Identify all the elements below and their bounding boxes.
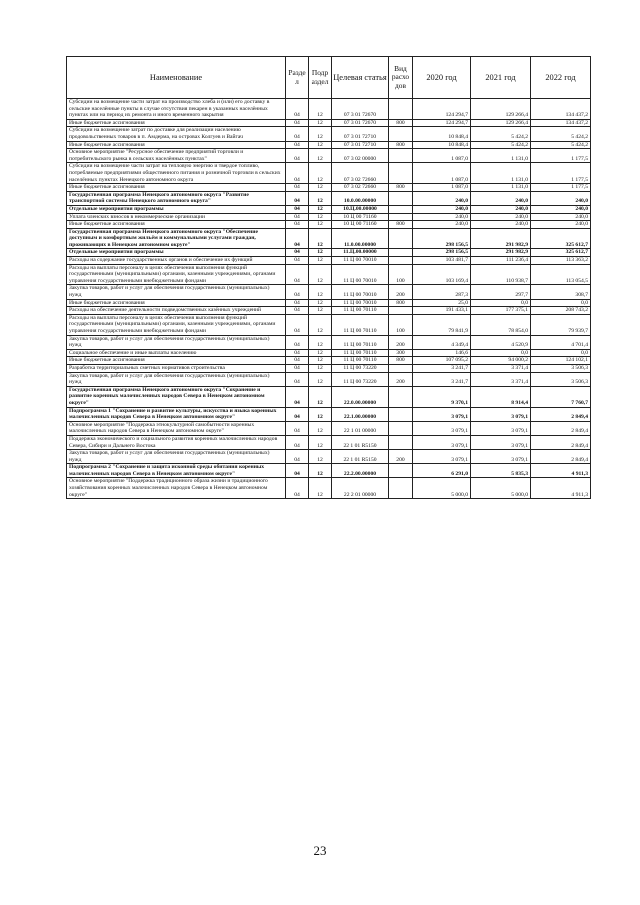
table-row [67,335,591,349]
cell-target: 22 1 01 00000 [332,421,389,435]
cell-razdel: 04 [286,141,309,149]
cell-vid: 200 [389,285,413,299]
cell-target: 11 Ц 00 70010 [332,299,389,307]
cell-podrazdel: 12 [309,191,332,205]
cell-2021: 5 424,2 [471,127,531,141]
cell-razdel: 04 [286,205,309,213]
cell-vid [389,228,413,249]
cell-target: 11.Ц.00.00000 [332,249,389,257]
cell-2021: 0,0 [471,349,531,357]
table-row [67,119,591,127]
cell-target: 11 Ц 00 70010 [332,257,389,265]
cell-2022: 325 612,7 [531,228,591,249]
cell-2022: 113 363,2 [531,257,591,265]
cell-name: Расходы на выплаты персоналу в целях обеспечения выполнения функций государственными (муниципальными) органами, казенными учреждениями, органами управления государственными внебюджетными фондами [67,314,286,335]
cell-target: 07 3 01 72670 [332,119,389,127]
table-row [67,191,591,205]
table-row [67,421,591,435]
cell-2022: 79 939,7 [531,314,591,335]
cell-2020: 25,0 [413,299,471,307]
header-2020: 2020 год [413,57,471,99]
cell-2020: 298 156,5 [413,228,471,249]
cell-target: 11 Ц 00 70110 [332,349,389,357]
cell-2021: 5 835,3 [471,464,531,478]
cell-podrazdel: 12 [309,314,332,335]
cell-razdel: 04 [286,372,309,386]
cell-name: Основное мероприятие "Поддержка традиционного образа жизни и традиционного хозяйствования коренных малочисленных народов Севера в Ненецком автономном округе" [67,478,286,499]
cell-2021: 1 131,0 [471,163,531,184]
cell-vid [389,478,413,499]
cell-2022: 1 177,5 [531,149,591,163]
cell-vid: 100 [389,264,413,285]
cell-target: 07 3 02 72660 [332,163,389,184]
cell-2020: 3 241,7 [413,364,471,372]
header-razdel: Разде л [286,57,309,99]
cell-2022: 308,7 [531,285,591,299]
cell-podrazdel: 12 [309,257,332,265]
budget-table [66,56,591,499]
cell-name: Отдельные мероприятия программы [67,249,286,257]
cell-2021: 177 375,1 [471,307,531,315]
cell-name: Иные бюджетные ассигнования [67,184,286,192]
cell-2021: 291 982,9 [471,249,531,257]
cell-2020: 4 349,4 [413,335,471,349]
cell-name: Закупка товаров, работ и услуг для обеспечения государственных (муниципальных) нужд [67,450,286,464]
cell-2020: 287,3 [413,285,471,299]
cell-target: 10 Ц 00 71160 [332,221,389,229]
cell-2022: 240,0 [531,221,591,229]
cell-podrazdel: 12 [309,228,332,249]
cell-razdel: 04 [286,307,309,315]
cell-podrazdel: 12 [309,264,332,285]
cell-razdel: 04 [286,221,309,229]
cell-name: Иные бюджетные ассигнования [67,141,286,149]
cell-vid [389,386,413,407]
cell-2020: 3 079,1 [413,450,471,464]
cell-target: 07 3 02 00000 [332,149,389,163]
table-row [67,299,591,307]
cell-vid: 800 [389,119,413,127]
cell-2020: 191 433,1 [413,307,471,315]
cell-2021: 240,0 [471,205,531,213]
cell-2022: 240,0 [531,213,591,221]
cell-target: 22.0.00.00000 [332,386,389,407]
cell-podrazdel: 12 [309,372,332,386]
cell-razdel: 04 [286,357,309,365]
cell-2020: 3 079,1 [413,421,471,435]
cell-razdel: 04 [286,335,309,349]
cell-name: Расходы на обеспечение деятельности подведомственных казённых учреждений [67,307,286,315]
cell-name: Субсидии на возмещение части затрат на производство хлеба и (или) его доставку в сельские населённые пункты в случае отсутствия пекарен в указанных населённых пунктах или на период их ремонта и иного временного закрытия [67,99,286,120]
table-row [67,314,591,335]
cell-podrazdel: 12 [309,407,332,421]
cell-name: Государственная программа Ненецкого автономного округа "Сохранение и развитие коренных малочисленных народов Севера в Ненецком автономном округе" [67,386,286,407]
cell-2022: 7 760,7 [531,386,591,407]
cell-2022: 5 424,2 [531,127,591,141]
cell-name: Расходы на выплаты персоналу в целях обеспечения выполнения функций государственными (муниципальными) органами, казенными учреждениями, органами управления государственными внебюджетными фондами [67,264,286,285]
header-target: Целевая статья [332,57,389,99]
cell-podrazdel: 12 [309,435,332,449]
header-name: Наименование [67,57,286,99]
cell-name: Субсидии на возмещение затрат по доставке для реализации населению продовольственных товаров в п. Амдерма, на островах Колгуев и Вайгач [67,127,286,141]
cell-vid [389,435,413,449]
cell-2021: 240,0 [471,191,531,205]
cell-name: Закупка товаров, работ и услуг для обеспечения государственных (муниципальных) нужд [67,335,286,349]
cell-name: Закупка товаров, работ и услуг для обеспечения государственных (муниципальных) нужд [67,285,286,299]
cell-podrazdel: 12 [309,478,332,499]
table-row [67,407,591,421]
cell-2020: 240,0 [413,191,471,205]
cell-vid: 800 [389,184,413,192]
cell-podrazdel: 12 [309,450,332,464]
cell-podrazdel: 12 [309,386,332,407]
cell-target: 07 3 01 72710 [332,127,389,141]
cell-razdel: 04 [286,349,309,357]
cell-podrazdel: 12 [309,149,332,163]
cell-2020: 124 294,7 [413,99,471,120]
cell-2022: 3 506,3 [531,364,591,372]
cell-razdel: 04 [286,450,309,464]
cell-2021: 5 424,2 [471,141,531,149]
cell-target: 07 3 02 72660 [332,184,389,192]
cell-2020: 1 087,0 [413,163,471,184]
cell-vid [389,205,413,213]
cell-2022: 4 911,3 [531,478,591,499]
cell-target: 10.0.00.00000 [332,191,389,205]
cell-2021: 1 131,0 [471,184,531,192]
cell-2020: 3 079,1 [413,435,471,449]
cell-razdel: 04 [286,127,309,141]
cell-name: Иные бюджетные ассигнования [67,299,286,307]
cell-vid [389,307,413,315]
cell-2021: 5 000,0 [471,478,531,499]
cell-podrazdel: 12 [309,141,332,149]
cell-target: 22 1 01 R5150 [332,450,389,464]
cell-razdel: 04 [286,119,309,127]
cell-2022: 240,0 [531,191,591,205]
cell-name: Социальное обеспечение и иные выплаты населению [67,349,286,357]
cell-razdel: 04 [286,249,309,257]
table-row [67,249,591,257]
table-row [67,285,591,299]
cell-2022: 2 849,4 [531,450,591,464]
cell-name: Иные бюджетные ассигнования [67,357,286,365]
cell-2022: 2 849,4 [531,407,591,421]
cell-2022: 124 102,1 [531,357,591,365]
table-row [67,127,591,141]
table-row [67,163,591,184]
cell-razdel: 04 [286,163,309,184]
cell-vid [389,99,413,120]
cell-target: 10.Ц.00.00000 [332,205,389,213]
cell-2020: 79 841,9 [413,314,471,335]
cell-name: Иные бюджетные ассигнования [67,119,286,127]
header-podrazdel: Подр аздел [309,57,332,99]
cell-2020: 298 156,5 [413,249,471,257]
cell-2020: 240,0 [413,205,471,213]
cell-podrazdel: 12 [309,335,332,349]
cell-2020: 10 848,4 [413,141,471,149]
table-row [67,372,591,386]
cell-podrazdel: 12 [309,99,332,120]
cell-2022: 2 849,4 [531,435,591,449]
cell-vid [389,213,413,221]
header-vid: Вид расхо дов [389,57,413,99]
table-row [67,478,591,499]
table-row [67,435,591,449]
cell-vid [389,191,413,205]
cell-razdel: 04 [286,464,309,478]
cell-razdel: 04 [286,314,309,335]
cell-2021: 4 520,9 [471,335,531,349]
table-row [67,307,591,315]
cell-razdel: 04 [286,478,309,499]
table-row [67,364,591,372]
cell-2020: 9 370,1 [413,386,471,407]
cell-2020: 103 169,4 [413,264,471,285]
table-row [67,99,591,120]
cell-2021: 240,0 [471,213,531,221]
cell-vid [389,149,413,163]
cell-podrazdel: 12 [309,249,332,257]
cell-2022: 325 612,7 [531,249,591,257]
page-number: 23 [313,843,327,858]
cell-podrazdel: 12 [309,127,332,141]
cell-podrazdel: 12 [309,349,332,357]
cell-2020: 146,6 [413,349,471,357]
cell-target: 07 3 01 72710 [332,141,389,149]
header-2022: 2022 год [531,57,591,99]
cell-name: Отдельные мероприятия программы [67,205,286,213]
cell-2022: 240,0 [531,205,591,213]
cell-2022: 2 849,4 [531,421,591,435]
cell-name: Государственная программа Ненецкого автономного округа "Развитие транспортной системы Ненецкого автономного округа" [67,191,286,205]
cell-podrazdel: 12 [309,119,332,127]
cell-podrazdel: 12 [309,285,332,299]
table-row [67,464,591,478]
cell-razdel: 04 [286,264,309,285]
cell-2020: 10 848,4 [413,127,471,141]
cell-name: Основное мероприятие "Поддержка этнокультурной самобытности коренных малочисленных народов Севера в Ненецком автономном округе" [67,421,286,435]
cell-name: Уплата членских взносов в некоммерческие организации [67,213,286,221]
cell-vid [389,163,413,184]
cell-name: Поддержка экономического и социального развития коренных малочисленных народов Севера, Сибири и Дальнего Востока [67,435,286,449]
cell-2020: 240,0 [413,221,471,229]
cell-podrazdel: 12 [309,307,332,315]
cell-target: 11 Ц 00 70110 [332,335,389,349]
table-row [67,257,591,265]
cell-vid [389,421,413,435]
table-row [67,386,591,407]
cell-2020: 103 481,7 [413,257,471,265]
cell-2020: 5 000,0 [413,478,471,499]
table-row [67,184,591,192]
cell-name: Государственная программа Ненецкого автономного округа "Обеспечение доступным и комфортным жильём и коммунальными услугами граждан, проживающих в Ненецком автономном округе" [67,228,286,249]
cell-2021: 78 854,0 [471,314,531,335]
cell-name: Закупка товаров, работ и услуг для обеспечения государственных (муниципальных) нужд [67,372,286,386]
cell-2022: 134 437,2 [531,119,591,127]
cell-name: Разработка территориальных сметных нормативов строительства [67,364,286,372]
cell-2020: 240,0 [413,213,471,221]
cell-name: Субсидии на возмещение части затрат на тепловую энергию и твердое топливо, потребляемые предприятиями общественного питания и розничной торговли в сельских населённых пунктах Ненецкого автономного округа [67,163,286,184]
cell-2021: 3 079,1 [471,450,531,464]
cell-vid: 800 [389,221,413,229]
cell-2020: 1 087,0 [413,184,471,192]
table-row [67,221,591,229]
budget-table-page [66,56,590,499]
cell-2022: 113 054,5 [531,264,591,285]
cell-name: Иные бюджетные ассигнования [67,221,286,229]
cell-vid: 100 [389,314,413,335]
cell-2022: 5 424,2 [531,141,591,149]
cell-2021: 3 079,1 [471,407,531,421]
table-header-row [67,57,591,99]
cell-2021: 111 236,4 [471,257,531,265]
cell-vid [389,257,413,265]
cell-razdel: 04 [286,421,309,435]
cell-2021: 3 371,4 [471,364,531,372]
table-row [67,205,591,213]
cell-name: Подпрограмма 1 "Сохранение и развитие культуры, искусства и языка коренных малочисленных народов Севера в Ненецком автономном округе" [67,407,286,421]
cell-vid: 200 [389,335,413,349]
cell-razdel: 04 [286,407,309,421]
cell-podrazdel: 12 [309,205,332,213]
cell-target: 22.2.00.00000 [332,464,389,478]
cell-2020: 124 294,7 [413,119,471,127]
cell-2022: 0,0 [531,349,591,357]
table-row [67,264,591,285]
cell-target: 22 2 01 00000 [332,478,389,499]
cell-2020: 3 241,7 [413,372,471,386]
cell-target: 11 Ц 00 73220 [332,372,389,386]
cell-2021: 3 079,1 [471,435,531,449]
cell-target: 10 Ц 00 71160 [332,213,389,221]
cell-podrazdel: 12 [309,163,332,184]
cell-2022: 1 177,5 [531,184,591,192]
cell-vid: 800 [389,357,413,365]
cell-2021: 129 266,4 [471,119,531,127]
cell-target: 11 Ц 00 70010 [332,264,389,285]
cell-2021: 297,7 [471,285,531,299]
cell-2021: 291 982,9 [471,228,531,249]
cell-target: 11 Ц 00 70110 [332,307,389,315]
table-row [67,213,591,221]
cell-vid: 800 [389,299,413,307]
cell-2020: 107 095,2 [413,357,471,365]
cell-podrazdel: 12 [309,184,332,192]
header-2021: 2021 год [471,57,531,99]
cell-2021: 0,0 [471,299,531,307]
cell-2022: 0,0 [531,299,591,307]
table-row [67,450,591,464]
cell-2021: 129 266,4 [471,99,531,120]
cell-podrazdel: 12 [309,357,332,365]
cell-razdel: 04 [286,364,309,372]
table-row [67,141,591,149]
cell-razdel: 04 [286,149,309,163]
cell-razdel: 04 [286,213,309,221]
cell-2022: 1 177,5 [531,163,591,184]
cell-podrazdel: 12 [309,221,332,229]
cell-2021: 3 371,4 [471,372,531,386]
cell-name: Основное мероприятие "Ресурсное обеспечение предприятий торговли и потребительского рынка в сельских населённых пунктах" [67,149,286,163]
cell-2022: 134 437,2 [531,99,591,120]
cell-2020: 3 079,1 [413,407,471,421]
cell-2022: 4 911,3 [531,464,591,478]
cell-vid [389,364,413,372]
cell-razdel: 04 [286,386,309,407]
cell-target: 11 Ц 00 70110 [332,357,389,365]
table-row [67,349,591,357]
cell-vid [389,464,413,478]
cell-podrazdel: 12 [309,299,332,307]
table-row [67,149,591,163]
cell-target: 07 3 01 72670 [332,99,389,120]
cell-razdel: 04 [286,184,309,192]
cell-vid [389,127,413,141]
cell-razdel: 04 [286,435,309,449]
cell-razdel: 04 [286,285,309,299]
cell-2021: 110 938,7 [471,264,531,285]
cell-razdel: 04 [286,191,309,205]
cell-podrazdel: 12 [309,421,332,435]
cell-razdel: 04 [286,299,309,307]
cell-podrazdel: 12 [309,364,332,372]
cell-2020: 6 291,0 [413,464,471,478]
cell-razdel: 04 [286,228,309,249]
table-row [67,357,591,365]
cell-2022: 4 701,4 [531,335,591,349]
cell-name: Подпрограмма 2 "Сохранение и защита исконной среды обитания коренных малочисленных народов Севера в Ненецком автономном округе" [67,464,286,478]
cell-razdel: 04 [286,257,309,265]
table-row [67,228,591,249]
cell-vid [389,407,413,421]
cell-target: 11 Ц 00 70110 [332,314,389,335]
cell-podrazdel: 12 [309,213,332,221]
cell-podrazdel: 12 [309,464,332,478]
cell-2022: 3 506,3 [531,372,591,386]
cell-target: 22 1 01 R5150 [332,435,389,449]
cell-name: Расходы на содержание государственных органов и обеспечение их функций [67,257,286,265]
cell-vid: 800 [389,141,413,149]
cell-vid [389,249,413,257]
cell-target: 11 Ц 00 73220 [332,364,389,372]
table-body [67,99,591,499]
cell-target: 11.0.00.00000 [332,228,389,249]
cell-target: 11 Ц 00 70010 [332,285,389,299]
cell-vid: 300 [389,349,413,357]
cell-2021: 94 000,2 [471,357,531,365]
cell-2021: 1 131,0 [471,149,531,163]
cell-2020: 1 087,0 [413,149,471,163]
cell-vid: 200 [389,372,413,386]
cell-2021: 240,0 [471,221,531,229]
cell-razdel: 04 [286,99,309,120]
cell-2021: 8 914,4 [471,386,531,407]
cell-2021: 3 079,1 [471,421,531,435]
cell-target: 22.1.00.00000 [332,407,389,421]
cell-2022: 208 743,2 [531,307,591,315]
cell-vid: 200 [389,450,413,464]
